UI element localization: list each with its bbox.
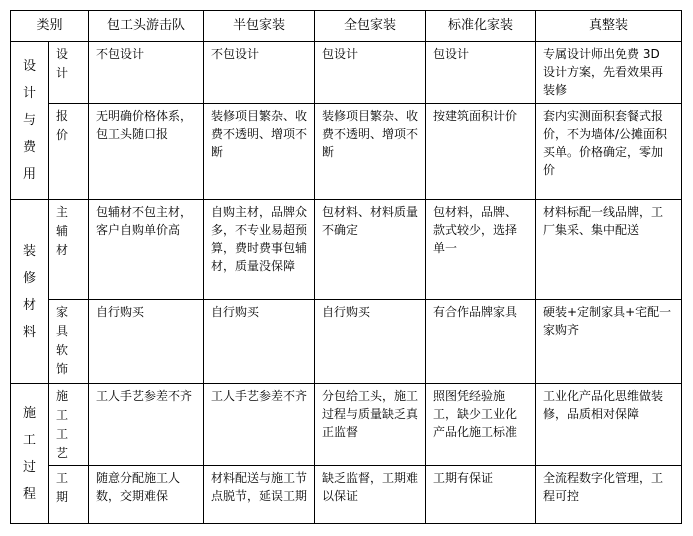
header-standardized: 标准化家装 (426, 11, 536, 42)
header-true-integrated: 真整装 (536, 11, 682, 42)
comparison-table (10, 10, 682, 524)
table-cell: 工人手艺参差不齐 (89, 384, 204, 466)
subcategory-cell: 报价 (49, 104, 89, 200)
table-cell: 装修项目繁杂、收费不透明、增项不断 (204, 104, 315, 200)
table-cell: 专属设计师出免费 3D 设计方案，先看效果再装修 (536, 42, 682, 104)
table-cell: 有合作品牌家具 (426, 300, 536, 384)
table-cell: 随意分配施工人数，交期难保 (89, 466, 204, 524)
category-label: 设计与费用 (22, 59, 36, 182)
table-cell: 自行购买 (315, 300, 426, 384)
table-cell: 套内实测面积套餐式报价，不为墙体/公摊面积买单。价格确定，零加价 (536, 104, 682, 200)
table-row-materials (11, 200, 682, 300)
category-cell-construction (11, 384, 49, 524)
table-cell: 按建筑面积计价 (426, 104, 536, 200)
table-cell: 工业化产品化思维做装修，品质相对保障 (536, 384, 682, 466)
subcategory-cell: 主辅材 (49, 200, 89, 300)
table-row-furniture (11, 300, 682, 384)
category-cell-design-cost (11, 42, 49, 200)
subcategory-cell: 设计 (49, 42, 89, 104)
table-cell: 不包设计 (89, 42, 204, 104)
table-cell: 包材料，品牌、款式较少，选择单一 (426, 200, 536, 300)
category-cell-materials (11, 200, 49, 384)
header-category: 类别 (11, 11, 89, 42)
table-cell: 自购主材，品牌众多，不专业易超预算，费时费事包辅材，质量没保障 (204, 200, 315, 300)
table-cell: 硬装+定制家具+宅配一家购齐 (536, 300, 682, 384)
table-cell: 材料标配一线品牌，工厂集采、集中配送 (536, 200, 682, 300)
subcategory-cell: 工期 (49, 466, 89, 524)
table-cell: 自行购买 (204, 300, 315, 384)
table-cell: 材料配送与施工节点脱节，延误工期 (204, 466, 315, 524)
category-label: 装修材料 (22, 243, 36, 340)
table-row-craftsmanship (11, 384, 682, 466)
table-cell: 缺乏监督，工期难以保证 (315, 466, 426, 524)
header-full-package: 全包家装 (315, 11, 426, 42)
subcategory-cell: 家具软饰 (49, 300, 89, 384)
table-cell: 照图凭经验施工，缺少工业化产品化施工标准 (426, 384, 536, 466)
table-cell: 装修项目繁杂、收费不透明、增项不断 (315, 104, 426, 200)
header-half-package: 半包家装 (204, 11, 315, 42)
table-cell: 包设计 (426, 42, 536, 104)
table-cell: 包材料、材料质量不确定 (315, 200, 426, 300)
subcategory-cell: 施工工艺 (49, 384, 89, 466)
table-row-schedule (11, 466, 682, 524)
table-cell: 工人手艺参差不齐 (204, 384, 315, 466)
table-cell: 包辅材不包主材，客户自购单价高 (89, 200, 204, 300)
header-foreman-crew: 包工头游击队 (89, 11, 204, 42)
table-cell: 自行购买 (89, 300, 204, 384)
table-cell: 工期有保证 (426, 466, 536, 524)
table-cell: 包设计 (315, 42, 426, 104)
table-cell: 全流程数字化管理，工程可控 (536, 466, 682, 524)
table-cell: 无明确价格体系，包工头随口报 (89, 104, 204, 200)
table-cell: 分包给工头，施工过程与质量缺乏真正监督 (315, 384, 426, 466)
category-label: 施工过程 (22, 405, 36, 502)
table-row-design (11, 42, 682, 104)
table-row-pricing (11, 104, 682, 200)
table-cell: 不包设计 (204, 42, 315, 104)
table-header-row (11, 11, 682, 42)
